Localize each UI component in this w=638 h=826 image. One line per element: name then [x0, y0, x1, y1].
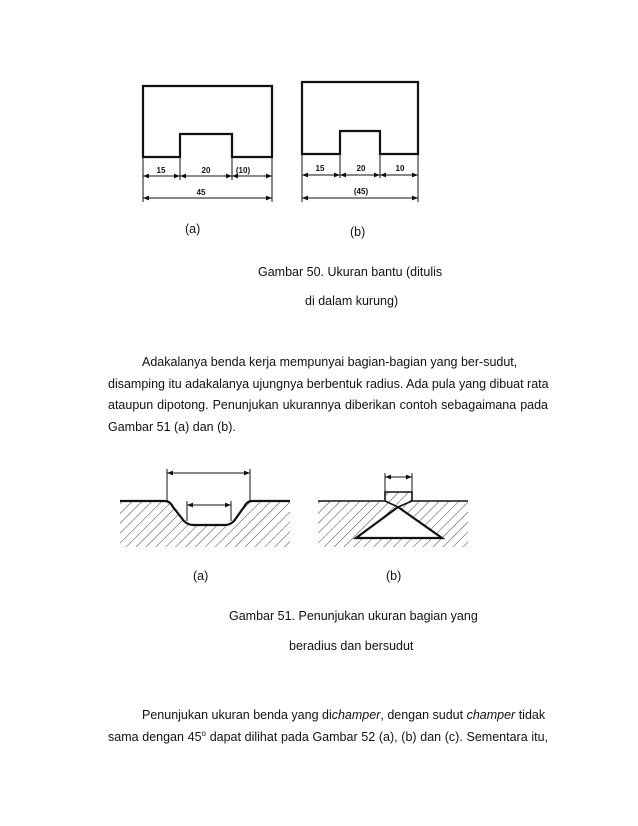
paragraph-1 [108, 352, 548, 438]
paragraph-1-line-1: Adakalanya benda kerja mempunyai bagian-bagian yang ber-sudut, [142, 355, 518, 369]
dim-b-15: 15 [315, 164, 325, 173]
paragraph-1-line-3: ataupun dipotong. Penunjukan ukurannya diberikan contoh sebagaimana pada [108, 398, 548, 412]
drawing-51b [318, 473, 468, 547]
paragraph-1-line-4: Gambar 51 (a) dan (b). [108, 419, 236, 434]
figure-50-label-b: (b) [350, 225, 366, 239]
paragraph-2-line-1: Penunjukan ukuran benda yang dichamper, dengan sudut champer tidak [142, 708, 546, 722]
paragraph-1-line-2: disamping itu adakalanya ujungnya berbentuk radius. Ada pula yang dibuat rata [108, 376, 549, 391]
figure-50-drawings [0, 0, 638, 230]
dim-b-10: 10 [395, 164, 405, 173]
dim-a-15: 15 [156, 166, 166, 175]
degree-sup: o [201, 728, 206, 738]
figure-51-drawings [0, 455, 638, 555]
figure-50-caption-line1: Gambar 50. Ukuran bantu (ditulis [258, 265, 443, 279]
drawing-a [143, 86, 272, 202]
paragraph-2 [108, 705, 548, 748]
paragraph-2-italic-2: champer [466, 708, 516, 722]
dim-b-total: (45) [353, 187, 369, 196]
dim-a-20: 20 [201, 166, 211, 175]
drawing-b [302, 82, 418, 202]
figure-50-label-a: (a) [185, 222, 201, 236]
figure-50-caption-line2: di dalam kurung) [305, 294, 399, 308]
figure-51-label-a: (a) [193, 569, 209, 583]
paragraph-2-line-2: sama dengan 45$^o$ dapat dilihat pada Gambar 52 (a), (b) dan (c). Sementara itu, [108, 728, 548, 744]
drawing-51a [120, 469, 290, 547]
figure-51-label-b: (b) [386, 569, 402, 583]
figure-51-caption-line2: beradius dan bersudut [289, 639, 414, 653]
dim-a-10: (10) [235, 166, 251, 175]
dim-b-20: 20 [356, 164, 366, 173]
paragraph-2-italic-1: champer [331, 708, 381, 722]
dim-a-total: 45 [196, 188, 206, 197]
figure-51-caption-line1: Gambar 51. Penunjukan ukuran bagian yang [229, 609, 478, 623]
